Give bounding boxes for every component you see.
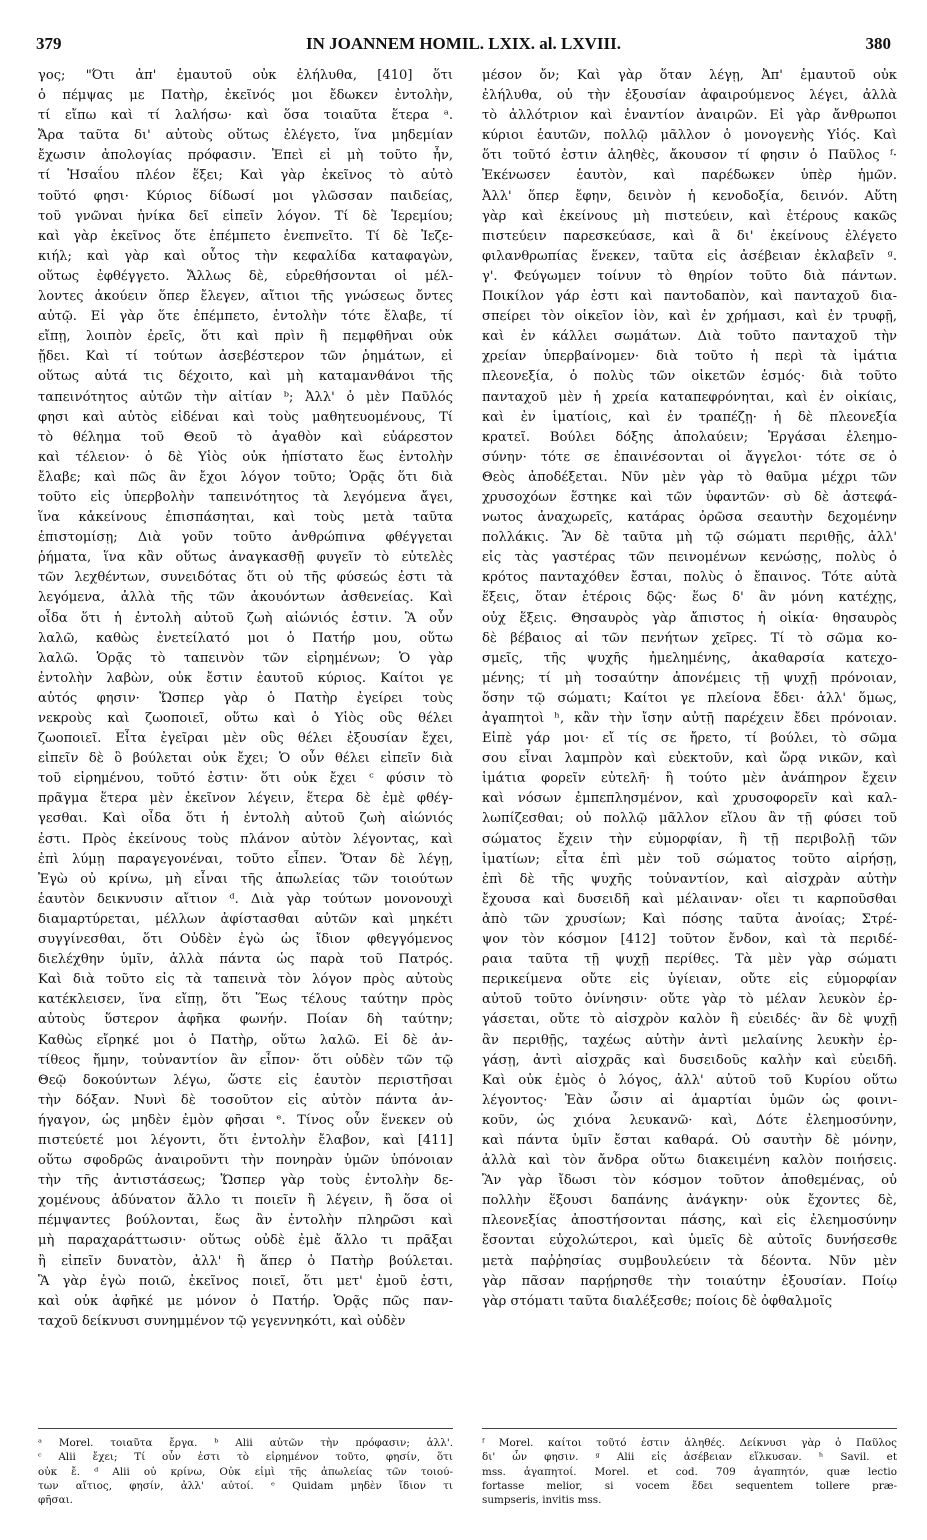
text-line: σου εἶναι λαμπρὸν καὶ εὐεκτοῦν, καὶ ὥρᾳ νικῶν, καὶ — [482, 751, 897, 767]
text-line: κρατεῖ. Βούλει δόξης ἀπολαύειν; Ἐργάσαι ἐλεημο- — [482, 429, 897, 445]
text-line: Θεὸς ἀποδέξεται. Νῦν μὲν γὰρ τὸ θαῦμα μέχρι τῶν — [482, 469, 897, 485]
text-line: Καὶ οὐκ ἐμὸς ὁ λόγος, ἀλλ' αὐτοῦ τοῦ Κυρίου οὕτω — [482, 1072, 897, 1088]
text-line: φησι καὶ αὐτὸς εἰδέναι καὶ τοὺς μαθητευομένους, Τί — [38, 409, 453, 425]
text-line: Καθὼς εἴρηκέ μοι ὁ Πατὴρ, οὕτω λαλῶ. Εἰ δὲ ἀν- — [38, 1032, 453, 1048]
page-header — [36, 34, 891, 58]
text-line: πολλάκις. Ἂν δὲ ταῦτα μὴ τῷ σώματι περιθῇς, ἀλλ' — [482, 530, 897, 546]
text-line: περικείμενα οὔτε εἰς ὑγίειαν, οὔτε εἰς εὐμορφίαν — [482, 972, 897, 988]
footnote-line: mss. ἀγαπητοί. Morel. et cod. 709 ἀγαπητόν, quæ lectio — [482, 1465, 897, 1478]
text-line: λεγόμενα, ἀλλὰ τῆς τῶν ἀκουόντων ἀσθενείας. Καὶ — [38, 590, 453, 606]
text-line: τοῦ εἰρημένου, τοῦτό ἐστιν· ὅτι οὐκ ἔχει ᶜ φύσιν τὸ — [38, 771, 453, 787]
footnotes-left — [38, 1436, 453, 1507]
text-line: ἔσονται εὐχολώτεροι, καὶ ὑμεῖς δὲ αὐτοῖς δυνήσεσθε — [482, 1233, 897, 1249]
text-line: γος; "Ότι ἀπ' ἐμαυτοῦ οὐκ ἐλήλυθα, [410] ὅτι — [38, 68, 453, 83]
text-line: καὶ ἐν ἱματίοις, καὶ ἐν τραπέζῃ· ἡ δὲ πλεονεξία — [482, 409, 897, 425]
footnote-line: ᶜ Alii ἔχει; Τί οὖν ἐστι τὸ εἰρημένον τοῦτο, φησίν, ὅτι — [38, 1451, 453, 1464]
text-line: σύνην· τότε σε ἐπαινέσονται οἱ ἄγγελοι· τότε σε ὁ — [482, 449, 897, 465]
text-line: μέσον ὄν; Καὶ γὰρ ὅταν λέγῃ, Ἀπ' ἐμαυτοῦ οὐκ — [482, 68, 897, 83]
page-number-left: 379 — [36, 34, 62, 53]
text-line: χομένους ἀδύνατον ἄλλο τι ποιεῖν ἢ λέγειν, ἢ ὅσα οἱ — [38, 1193, 453, 1209]
text-line: εἴπῃ, λοιπὸν ἐρεῖς, ὅτι καὶ πρὶν ἢ πεμφθῆναι οὐκ — [38, 329, 453, 345]
text-line: τίθεος ἤμην, τοὐναντίον ἂν εἶπον· ὅτι οὐδὲν τῶν τῷ — [38, 1052, 453, 1068]
text-line: ραια ταῦτα τῇ ψυχῇ περίθες. Τὰ μὲν γὰρ σώματι — [482, 952, 897, 968]
text-line: τί Ἡσαΐου πλέον ἕξει; Καὶ γὰρ ἐκεῖνος τὸ αὐτὸ — [38, 168, 453, 184]
text-line: οἶδα ὅτι ἡ ἐντολὴ αὐτοῦ ζωὴ αἰώνιός ἐστιν. Ἃ οὖν — [38, 610, 453, 626]
text-line: Ἀλλ' ὅπερ ἔφην, δεινὸν ἡ κενοδοξία, δεινόν. Αὕτη — [482, 188, 897, 204]
text-line: διαμαρτύρεται, μέλλων ἀφίστασθαι αὐτῶν καὶ μηκέτι — [38, 911, 453, 927]
text-line: καὶ γὰρ ἐκεῖνος ὅτε ἐπέμπετο ἐνεπνεῖτο. Τί δὲ Ἰεζε- — [38, 228, 453, 244]
text-line: ταπεινότητος αὐτῶν τὴν αἰτίαν ᵇ; Ἀλλ' ὁ μὲν Παῦλός — [38, 389, 453, 405]
text-line: ἢ εἰπεῖν δυνατὸν, ἀλλ' ἢ ἅπερ ὁ Πατὴρ βούλεται. — [38, 1253, 453, 1269]
text-line: αὐτοῦ τοῦτο ὀνίνησιν· οὔτε γὰρ τὸ μέλαν λευκὸν ἐρ- — [482, 992, 897, 1008]
text-line: ἔχωσιν ἀπολογίας πρόφασιν. Ἐπεὶ εἰ μὴ τοῦτο ἦν, — [38, 148, 453, 164]
text-line: νεκροὺς καὶ ζωοποιεῖ, οὕτω καὶ ὁ Υἱὸς οὓς θέλει — [38, 711, 453, 726]
text-line: διελέχθην ὑμῖν, ἀλλὰ πάντα ὡς παρὰ τοῦ Πατρός. — [38, 952, 453, 968]
text-line: τοῦτο εἰς ὑπερβολὴν ταπεινότητος τὰ λεγόμενα ἄγει, — [38, 489, 453, 505]
footnote-line: sumpseris, invitis mss. — [482, 1494, 602, 1507]
text-line: ἀγαπητοὶ ʰ, κἂν τὴν ἴσην αὐτῇ παρέχειν ἔδει πρόνοιαν. — [482, 711, 897, 726]
text-line: γὰρ πᾶσαν παρῄρησθε τὴν τοιαύτην ἐξουσίαν. Ποίῳ — [482, 1273, 897, 1289]
text-line: γὰρ καὶ ἐκείνους μὴ πιστεύειν, καὶ ἑτέρους κακῶς — [482, 208, 897, 224]
text-line: Ἐγὼ οὐ κρίνω, μὴ εἶναι τῆς ἀπωλείας τῶν τοιούτων — [38, 871, 453, 887]
text-line: ἐστι. Πρὸς ἐκείνους τοὺς πλάνον αὐτὸν λέγοντας, καὶ — [38, 831, 453, 847]
text-line: τῶν λεχθέντων, συνειδότας ὅτι οὐ τῆς φύσεώς ἐστι τὰ — [38, 570, 453, 586]
footnote-rule-left — [38, 1428, 453, 1429]
text-line: χρυσοχόων ἕστηκε καὶ τῶν ὑφαντῶν· σὺ δὲ ἀστεφά- — [482, 489, 897, 505]
text-line: τί εἴπω καὶ τί λαλήσω· καὶ ὅσα τοιαῦτα ἕτερα ᵃ. — [38, 108, 453, 124]
text-line: ὅσην τῷ σώματι; Καίτοι γε πλείονα ἔδει· ἀλλ' ὅμως, — [482, 690, 897, 706]
text-line: κοῦν, ὡς χιόνα λευκανῶ· καὶ, Δότε ἐλεημοσύνην, — [482, 1112, 897, 1128]
text-line: μετὰ παῤῥησίας συμβουλεύειν τὰ δέοντα. Νῦν μὲν — [482, 1253, 897, 1269]
text-line: πλεονεξίας ἀποστήσονται πάσης, καὶ εἰς ἐλεημοσύνην — [482, 1213, 897, 1229]
text-line: πανταχοῦ μὲν ἡ χρεία καταπεφρόνηται, καὶ ἐν οἰκίαις, — [482, 389, 897, 405]
footnote-line: fortasse melior, si vocem ἔδει sequentem tollere præ- — [482, 1479, 897, 1492]
text-line: μὴ παραχαράττωσιν· οὕτως οὐδὲ ἐμὲ ἄλλο τι πρᾶξαι — [38, 1233, 453, 1249]
text-line: ὁ πέμψας με Πατὴρ, ἐκεῖνός μοι ἔδωκεν ἐντολὴν, — [38, 88, 453, 104]
text-line: λοντες ἀκούειν ὅπερ ἔλεγεν, αἴτιοι τῆς γνώσεως ὄντες — [38, 289, 453, 305]
text-line: ἂν περιθῇς, ταχέως αὐτὴν ἀντὶ μελαίνης λευκὴν ἐρ- — [482, 1032, 897, 1048]
text-line: πιστεύετέ μοι λέγοντι, ὅτι ἐντολὴν ἔλαβον, καὶ [411] — [38, 1132, 453, 1148]
text-line: μένης; τί μὴ τοσαύτην ἀπονέμεις τῇ ψυχῇ πρόνοιαν, — [482, 670, 897, 686]
text-line: πρᾶγμα ἕτερα μὲν ἐκεῖνον λέγειν, ἕτερα δὲ ἐμὲ φθέγ- — [38, 791, 453, 807]
text-line: γ'. Φεύγωμεν τοίνυν τὸ θηρίον τοῦτο διὰ πάντων. — [482, 268, 897, 284]
text-line: πέμψαντες βούλονται, ἕως ἂν ἐντολὴν πληρῶσι καὶ — [38, 1213, 453, 1229]
text-line: οὕτω σφοδρῶς ἀναιροῦντι τὴν πονηρὰν ὑμῶν ὑπόνοιαν — [38, 1153, 453, 1169]
text-line: Εἰπὲ γάρ μοι· εἴ τίς σε ἤρετο, τί βούλει, τὸ σῶμα — [482, 731, 897, 747]
text-line: καὶ οὐκ ἀφῆκέ με μόνον ὁ Πατήρ. Ὁρᾷς πῶς παν- — [38, 1293, 453, 1309]
footnote-line: δι' ὧν φησιν. ᵍ Alii εἰς ἀσέβειαν εἵλκυσαν. ʰ Savil. et — [482, 1451, 897, 1464]
text-line: ήγαγον, ὡς μηδὲν ἐμὸν φῆσαι ᵉ. Τίνος οὖν ἕνεκεν οὐ — [38, 1112, 453, 1128]
text-line: Καὶ διὰ τοῦτο εἰς τὰ ταπεινὰ τὸν λόγον πρὸς αὐτοὺς — [38, 972, 453, 988]
text-line: τὴν τῆς ἀντιστάσεως; Ὥσπερ γὰρ τοὺς ἐντολὴν δε- — [38, 1173, 453, 1189]
text-line: Ἐκένωσεν ἑαυτὸν, καὶ παρέδωκεν ὑπὲρ ἡμῶν. — [482, 168, 897, 184]
text-line: ᾔδει. Καὶ τί τούτων ἀσεβέστερον τῶν ῥημάτων, εἰ — [38, 349, 453, 365]
text-line: κιήλ; καὶ γὰρ καὶ οὗτος τὴν κεφαλίδα καταφαγὼν, — [38, 248, 453, 264]
text-line: εἰς τὰς γαστέρας τῶν πεινομένων κενώσῃς, πολὺς ὁ — [482, 550, 897, 566]
text-line: ῥήματα, ἵνα κἂν οὕτως ἀναγκασθῇ φυγεῖν τὸ εὐτελὲς — [38, 550, 453, 566]
text-line: τὸ θέλημα τοῦ Θεοῦ τὸ ἀγαθὸν καὶ εὐάρεστον — [38, 429, 453, 445]
text-line: αὐτός φησιν· Ὥσπερ γὰρ ὁ Πατὴρ ἐγείρει τοὺς — [38, 690, 453, 706]
text-line: πολλὴν ἕξουσι δαπάνης ἀνάγκην· οὐκ ἔχοντες δὲ, — [482, 1193, 897, 1209]
text-line: σπείρει τὸν οἰκεῖον ἰὸν, καὶ ἐν χρήμασι, καὶ ἐν τρυφῇ, — [482, 309, 897, 325]
text-line: λέγοντος· Ἐὰν ὦσιν αἱ ἁμαρτίαι ὑμῶν ὡς φοινι- — [482, 1092, 897, 1108]
text-line: ἑαυτὸν δεικνυσιν αἴτιον ᵈ. Διὰ γὰρ τούτων μονονουχὶ — [38, 891, 453, 907]
text-line: αὐτοὺς ὕστερον ἀφῆκα φωνήν. Ποίαν δὴ ταύτην; — [38, 1012, 453, 1028]
text-line: κρότος πανταχόθεν ἔσται, πολὺς ὁ ἔπαινος. Τότε αὐτὰ — [482, 570, 897, 586]
footnote-line: των αἴτιος, φησίν, ἀλλ' αὐτοί. ᵉ Quidam μηδὲν ἴδιον τι — [38, 1479, 453, 1492]
text-line: τοῦτό φησι· Κύριος δίδωσί μοι γλῶσσαν παιδείας, — [38, 188, 453, 204]
text-line: ἀλλὰ καὶ τὸν ἄνδρα οὕτω διακειμένη καλὸν ποιήσεις. — [482, 1153, 897, 1169]
text-line: ἐντολὴν λαβὼν, οὐκ ἔστιν ἑαυτοῦ κύριος. Καίτοι γε — [38, 670, 453, 686]
text-line: τὸ ἀλλότριον καὶ ἐναντίον ἀναιρῶν. Εἰ γὰρ ἄνθρωποι — [482, 108, 897, 124]
footnote-line: φῆσαι. — [38, 1494, 73, 1507]
text-line: κύριοι ἑαυτῶν, πολλῷ μᾶλλον ὁ μονογενὴς Υἱός. Καὶ — [482, 128, 897, 144]
text-line: οὕτως αὐτά τις δέχοιτο, καὶ μὴ καταμανθάνοι τῆς — [38, 369, 453, 385]
footnote-line: οὐκ ἔ. ᵈ Alii οὐ κρίνω, Οὐκ εἰμὶ τῆς ἀπωλείας τῶν τοιού- — [38, 1465, 453, 1478]
text-line: ἱμάτια φορεῖν εὐτελῆ· ἢ τούτο μὲν ἀνάπηρον ἔχειν — [482, 771, 897, 787]
text-line: καὶ νόσων ἐμπεπλησμένον, καὶ χρυσοφορεῖν καὶ καλ- — [482, 791, 897, 807]
text-line: λαλῶ. Ὁρᾷς τὸ ταπεινὸν τῶν εἰρημένων; Ὁ γὰρ — [38, 650, 453, 666]
text-line: αὐτῷ. Εἰ γὰρ ὅτε ἐπέμπετο, ἐντολὴν τότε ἔλαβε, τί — [38, 309, 453, 325]
text-line: γάσῃ, ἀντὶ αἰσχρᾶς καὶ δυσειδοῦς καλὴν καὶ εὐειδῆ. — [482, 1052, 897, 1068]
text-line: ψον τὸν κόσμον [412] τοῦτον ἔνδον, καὶ τὰ περιδέ- — [482, 932, 897, 948]
text-line: ἐπὶ δὲ τῆς ψυχῆς τοὐναντίον, καὶ αἰσχρὰν αὐτὴν — [482, 871, 897, 887]
page-number-right: 380 — [865, 34, 891, 53]
text-line: λαλῶ, καθὼς ἐνετείλατό μοι ὁ Πατήρ μου, οὕτω — [38, 630, 453, 646]
text-line: τὴν δόξαν. Νυνὶ δὲ τοσοῦτον εἰς αὐτὸν πάντα ἀν- — [38, 1092, 453, 1108]
text-line: ἱματίων; εἶτα ἐπὶ μὲν τοῦ σώματος τοῦτο αἱρήσῃ, — [482, 851, 897, 867]
text-line: Ἂν γὰρ ἴδωσι τὸν κόσμον τοῦτον ἀποθεμένας, οὐ — [482, 1173, 897, 1189]
text-line: Θεῷ δοκούντων λέγω, ὥστε εἰς ἑαυτὸν περιστῆσαι — [38, 1072, 453, 1088]
footnote-line: ᵃ Morel. τοιαῦτα ἔργα. ᵇ Alii αὐτῶν τὴν πρόφασιν; ἀλλ'. — [38, 1437, 453, 1449]
text-line: λωπίζεσθαι; οὐ πολλῷ μᾶλλον εἵλου ἂν τῇ φύσει τοῦ — [482, 811, 897, 827]
text-line: τοῦ γνῶναι ἡνίκα δεῖ εἰπεῖν λόγον. Τί δὲ Ἱερεμίου; — [38, 208, 453, 224]
text-line: ἐπὶ λύμῃ παραγεγονέναι, τοῦτο εἶπεν. Ὅταν δὲ λέγῃ, — [38, 851, 453, 867]
footnote-rule-right — [482, 1428, 897, 1429]
text-line: οὐχ ἕξεις. Θησαυρὸς γὰρ ἄπιστος ἡ οἰκία· θησαυρὸς — [482, 610, 897, 626]
text-line: Ποικίλον γάρ ἐστι καὶ παντοδαπὸν, καὶ πανταχοῦ δια- — [482, 289, 897, 305]
text-line: κατέκλεισεν, ἵνα εἴπῃ, ὅτι Ἕως τέλους ταύτην πρὸς — [38, 992, 453, 1008]
text-line: ἐλήλυθα, οὐ τὴν ἐξουσίαν ἀφαιρούμενος λέγει, ἀλλὰ — [482, 88, 897, 104]
text-line: πιστεύειν παρεσκεύασε, καὶ ἃ δι' ἐκείνους ἐλέγετο — [482, 228, 897, 244]
text-line: εἰπεῖν δὲ ὃ βούλεται οὐκ ἔχει; Ὁ οὖν θέλει εἰπεῖν διὰ — [38, 751, 453, 767]
text-line: καὶ πάντα ὑμῖν ἔσται καθαρά. Οὐ σαυτὴν δὲ μόνην, — [482, 1132, 897, 1148]
text-line: ἔλαβε; καὶ πῶς ἂν ἔχοι λόγον τοῦτο; Ὁρᾷς ὅτι διὰ — [38, 469, 453, 485]
text-line: ἔχουσα καὶ δυσειδῆ καὶ μέλαιναν· οἴει τι καρποῦσθαι — [482, 891, 897, 907]
text-line: καὶ τέλειον· ὁ δὲ Υἱὸς οὐκ ἠπίστατο ἕως ἐντολὴν — [38, 449, 453, 465]
text-line: ταχοῦ δείκνυσι συνημμένον τῷ γεγεννηκότι, καὶ οὐδὲν — [38, 1313, 406, 1329]
text-line: ἵνα κἀκείνους ἐπισπάσηται, καὶ τοὺς μετὰ ταῦτα — [38, 510, 453, 526]
text-line: πλεονεξία, ὁ πολὺς τῶν οἰκετῶν ἑσμός· διὰ τοῦτο — [482, 369, 897, 385]
text-line: ὅτι τοῦτό ἐστιν ἀληθὲς, ἄκουσον τί φησιν ὁ Παῦλος ᶠ· — [482, 148, 897, 164]
text-line: Ἄρα ταῦτα δι' αὐτοὺς οὕτως ἐλέγετο, ἵνα μηδεμίαν — [38, 128, 453, 144]
text-line: οὕτως ἐφθέγγετο. Ἄλλως δὲ, εὑρεθήσονται οἱ μέλ- — [38, 268, 453, 284]
text-line: φιλανθρωπίας ἕνεκεν, ταῦτα εἰς ἀσέβειαν ἐκλαβεῖν ᵍ. — [482, 248, 897, 264]
text-line: σώματος ἔχειν τὴν εὐμορφίαν, ἢ τῇ περιβολῇ τῶν — [482, 831, 897, 847]
text-line: καὶ ἐν κάλλει σωμάτων. Διὰ τοῦτο πανταχοῦ τὴν — [482, 329, 897, 345]
text-line: ἕξεις, ὅταν ἑτέροις δῷς· ἕως δ' ἂν μόνη κατέχῃς, — [482, 590, 897, 606]
text-column-right — [482, 66, 897, 1312]
footnotes-right — [482, 1436, 897, 1507]
text-line: γεσθαι. Καὶ οἶδα ὅτι ἡ ἐντολὴ αὐτοῦ ζωὴ αἰώνιός — [38, 811, 453, 827]
text-line: Ἃ γὰρ ἐγὼ ποιῶ, ἐκεῖνος ποιεῖ, ὅτι μετ' ἐμοῦ ἐστι, — [38, 1273, 453, 1289]
text-line: σμεῖς, τῆς ψυχῆς ἠμελημένης, ἀκαθαρσία κατεχο- — [482, 650, 897, 666]
text-line: γάσεται, οὔτε τὸ αἰσχρὸν καλὸν ἢ εὐειδές· ἂν δὲ ψυχῇ — [482, 1012, 897, 1028]
text-line: δὲ βέβαιος αἱ τῶν πενήτων χεῖρες. Τί τὸ σῶμα κο- — [482, 630, 897, 646]
footnote-line: ᶠ Morel. καίτοι τοῦτό ἐστιν ἀληθές. Δείκνυσι γὰρ ὁ Παῦλος — [482, 1437, 897, 1449]
text-line: νωτος ἀναχωρεῖς, κατάρας ὀρῶσα σεαυτὴν δεχομένην — [482, 510, 897, 526]
text-line: γὰρ στόματι ταῦτα διαλέξεσθε; ποίοις δὲ ὀφθαλμοῖς — [482, 1293, 833, 1309]
text-line: ἐπιστομίσῃ; Διὰ γοῦν τοῦτο ἀνθρώπινα φθέγγεται — [38, 530, 453, 546]
running-title: IN JOANNEM HOMIL. LXIX. al. LXVIII. — [306, 34, 621, 53]
text-line: ἀπὸ τῶν χρυσίων; Καὶ πόσης ταῦτα ἀνοίας; Στρέ- — [482, 911, 897, 927]
text-line: συγγίνεσθαι, ὅτι Οὐδὲν ἐγὼ ὡς ἴδιον φθεγγόμενος — [38, 932, 453, 948]
text-column-left — [38, 66, 453, 1332]
text-line: χρείαν ὑπερβαίνομεν· διὰ τοῦτο ἡ περὶ τὰ ἱμάτια — [482, 349, 897, 365]
text-line: ζωοποιεῖ. Εἶτα ἐγεῖραι μὲν οὓς θέλει ἐξουσίαν ἔχει, — [38, 731, 453, 747]
